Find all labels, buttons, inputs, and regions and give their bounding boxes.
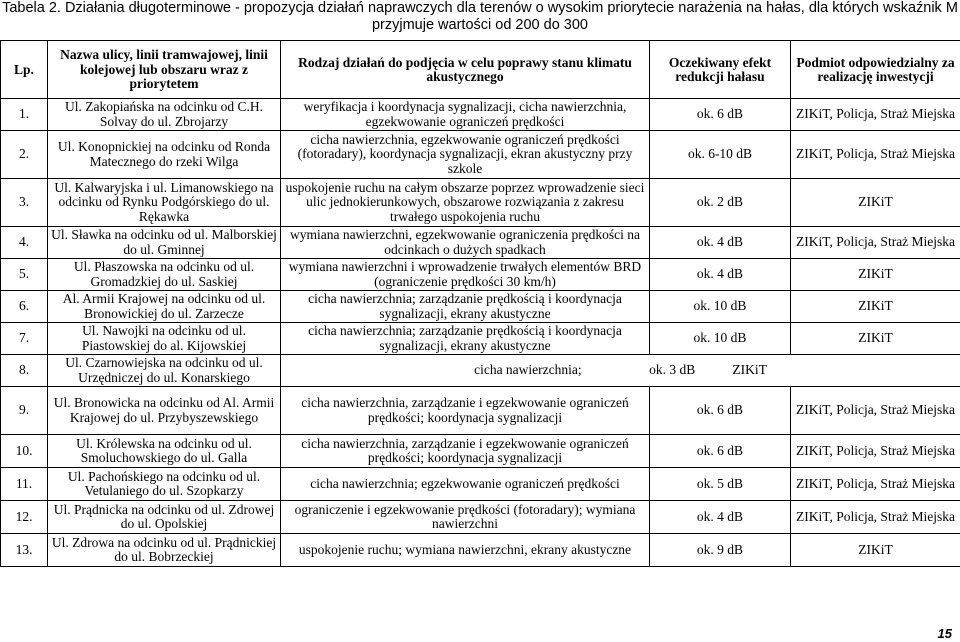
cell-street: Ul. Sławka na odcinku od ul. Malborskiej do ul. Gminnej	[48, 227, 281, 259]
cell-lp: 1.	[1, 99, 48, 131]
cell-lp: 4.	[1, 227, 48, 259]
cell-responsible: ZIKiT, Policja, Straż Miejska	[791, 501, 960, 534]
cell-lp: 11.	[1, 468, 48, 501]
cell-actions: uspokojenie ruchu na całym obszarze poprzez wprowadzenie sieci ulic jednokierunkowych, obszarowe rozwiązania z zakresu trwałego uspokojenia ruchu	[281, 179, 650, 227]
cell-responsible: ZIKiT	[791, 259, 960, 291]
table-row	[1, 131, 960, 179]
table-row	[1, 387, 960, 435]
cell-effect: ok. 10 dB	[650, 323, 791, 355]
cell-responsible: ZIKiT	[791, 179, 960, 227]
cell-actions: wymiana nawierzchni i wprowadzenie trwałych elementów BRD (ograniczenie prędkości 30 km/h)	[281, 259, 650, 291]
cell-actions: cicha nawierzchnia, zarządzanie i egzekwowanie ograniczeń prędkości; koordynacja sygnalizacji	[281, 435, 650, 468]
cell-street: Ul. Zakopiańska na odcinku od C.H. Solvay do ul. Zbrojarzy	[48, 99, 281, 131]
cell-effect: ok. 2 dB	[650, 179, 791, 227]
cell-responsible: ZIKiT, Policja, Straż Miejska	[791, 435, 960, 468]
table-row	[1, 534, 960, 567]
cell-street: Ul. Zdrowa na odcinku od ul. Prądnickiej do ul. Bobrzeckiej	[48, 534, 281, 567]
cell-effect: ok. 6-10 dB	[650, 131, 791, 179]
header-effect: Oczekiwany efekt redukcji hałasu	[650, 41, 791, 99]
cell-actions: uspokojenie ruchu; wymiana nawierzchni, ekrany akustyczne	[281, 534, 650, 567]
table-caption	[2, 0, 958, 34]
cell-street: Ul. Czarnowiejska na odcinku od ul. Urzędniczej do ul. Konarskiego	[48, 355, 281, 387]
table-row	[1, 99, 960, 131]
cell-lp: 12.	[1, 501, 48, 534]
cell-actions: ograniczenie i egzekwowanie prędkości (fotoradary); wymiana nawierzchni	[281, 501, 650, 534]
cell-effect: ok. 6 dB	[650, 99, 791, 131]
cell-effect: ok. 3 dB	[649, 362, 696, 378]
table-row	[1, 468, 960, 501]
page-number: 15	[937, 626, 952, 641]
header-actions: Rodzaj działań do podjęcia w celu poprawy stanu klimatu akustycznego	[281, 41, 650, 99]
cell-lp: 13.	[1, 534, 48, 567]
table-row	[1, 501, 960, 534]
cell-responsible: ZIKiT	[791, 291, 960, 323]
header-responsible: Podmiot odpowiedzialny za realizację inwestycji	[791, 41, 960, 99]
table-row	[1, 323, 960, 355]
table-header-row	[1, 41, 960, 99]
cell-actions: cicha nawierzchnia;	[474, 362, 582, 378]
cell-street: Ul. Konopnickiej na odcinku od Ronda Matecznego do rzeki Wilga	[48, 131, 281, 179]
cell-actions: wymiana nawierzchni, egzekwowanie ograniczenia prędkości na odcinkach o dużych spadkach	[281, 227, 650, 259]
cell-effect: ok. 5 dB	[650, 468, 791, 501]
cell-actions: cicha nawierzchnia, egzekwowanie ograniczeń prędkości (fotoradary), koordynacja sygnalizacji, ekran akustyczny przy szkole	[281, 131, 650, 179]
cell-street: Ul. Pachońskiego na odcinku od ul. Vetulaniego do ul. Szopkarzy	[48, 468, 281, 501]
header-lp: Lp.	[1, 41, 48, 99]
cell-responsible: ZIKiT, Policja, Straż Miejska	[791, 131, 960, 179]
cell-actions: cicha nawierzchnia; zarządzanie prędkością i koordynacja sygnalizacji, ekrany akustyczne	[281, 291, 650, 323]
table-row	[1, 227, 960, 259]
cell-actions: cicha nawierzchnia; zarządzanie prędkością i koordynacja sygnalizacji, ekrany akustyczne	[281, 323, 650, 355]
cell-lp: 5.	[1, 259, 48, 291]
cell-responsible: ZIKiT, Policja, Straż Miejska	[791, 387, 960, 435]
cell-effect: ok. 9 dB	[650, 534, 791, 567]
table-caption-text: Tabela 2. Działania długoterminowe - propozycja działań naprawczych dla terenów o wysokim priorytecie narażenia na hałas, dla których wskaźnik M przyjmuje wartości od 200 do 300	[2, 0, 958, 33]
measures-table	[0, 40, 960, 567]
table-row	[1, 435, 960, 468]
cell-responsible: ZIKiT, Policja, Straż Miejska	[791, 468, 960, 501]
cell-effect: ok. 10 dB	[650, 291, 791, 323]
cell-lp: 6.	[1, 291, 48, 323]
table-row	[1, 355, 960, 387]
cell-lp: 10.	[1, 435, 48, 468]
cell-street: Ul. Płaszowska na odcinku od ul. Gromadzkiej do ul. Saskiej	[48, 259, 281, 291]
cell-effect: ok. 6 dB	[650, 387, 791, 435]
cell-actions-merged	[281, 355, 960, 387]
cell-effect: ok. 4 dB	[650, 227, 791, 259]
cell-responsible: ZIKiT	[791, 323, 960, 355]
cell-actions: weryfikacja i koordynacja sygnalizacji, cicha nawierzchnia, egzekwowanie ograniczeń prędkości	[281, 99, 650, 131]
cell-lp: 2.	[1, 131, 48, 179]
cell-lp: 3.	[1, 179, 48, 227]
cell-street: Al. Armii Krajowej na odcinku od ul. Bronowickiej do ul. Zarzecze	[48, 291, 281, 323]
cell-effect: ok. 6 dB	[650, 435, 791, 468]
cell-effect: ok. 4 dB	[650, 259, 791, 291]
cell-lp: 7.	[1, 323, 48, 355]
cell-responsible: ZIKiT	[791, 534, 960, 567]
header-street: Nazwa ulicy, linii tramwajowej, linii kolejowej lub obszaru wraz z priorytetem	[48, 41, 281, 99]
cell-street: Ul. Królewska na odcinku od ul. Smoluchowskiego do ul. Galla	[48, 435, 281, 468]
cell-actions: cicha nawierzchnia; egzekwowanie ograniczeń prędkości	[281, 468, 650, 501]
cell-street: Ul. Prądnicka na odcinku od ul. Zdrowej do ul. Opolskiej	[48, 501, 281, 534]
cell-lp: 9.	[1, 387, 48, 435]
table-row	[1, 179, 960, 227]
table-row	[1, 259, 960, 291]
cell-actions: cicha nawierzchnia, zarządzanie i egzekwowanie ograniczeń prędkości; koordynacja sygnalizacji	[281, 387, 650, 435]
cell-responsible: ZIKiT, Policja, Straż Miejska	[791, 227, 960, 259]
cell-street: Ul. Nawojki na odcinku od ul. Piastowskiej do al. Kijowskiej	[48, 323, 281, 355]
cell-responsible: ZIKiT, Policja, Straż Miejska	[791, 99, 960, 131]
cell-responsible: ZIKiT	[732, 362, 767, 378]
cell-effect: ok. 4 dB	[650, 501, 791, 534]
cell-street: Ul. Kalwaryjska i ul. Limanowskiego na odcinku od Rynku Podgórskiego do ul. Rękawka	[48, 179, 281, 227]
table-row	[1, 291, 960, 323]
cell-lp: 8.	[1, 355, 48, 387]
cell-street: Ul. Bronowicka na odcinku od Al. Armii Krajowej do ul. Przybyszewskiego	[48, 387, 281, 435]
